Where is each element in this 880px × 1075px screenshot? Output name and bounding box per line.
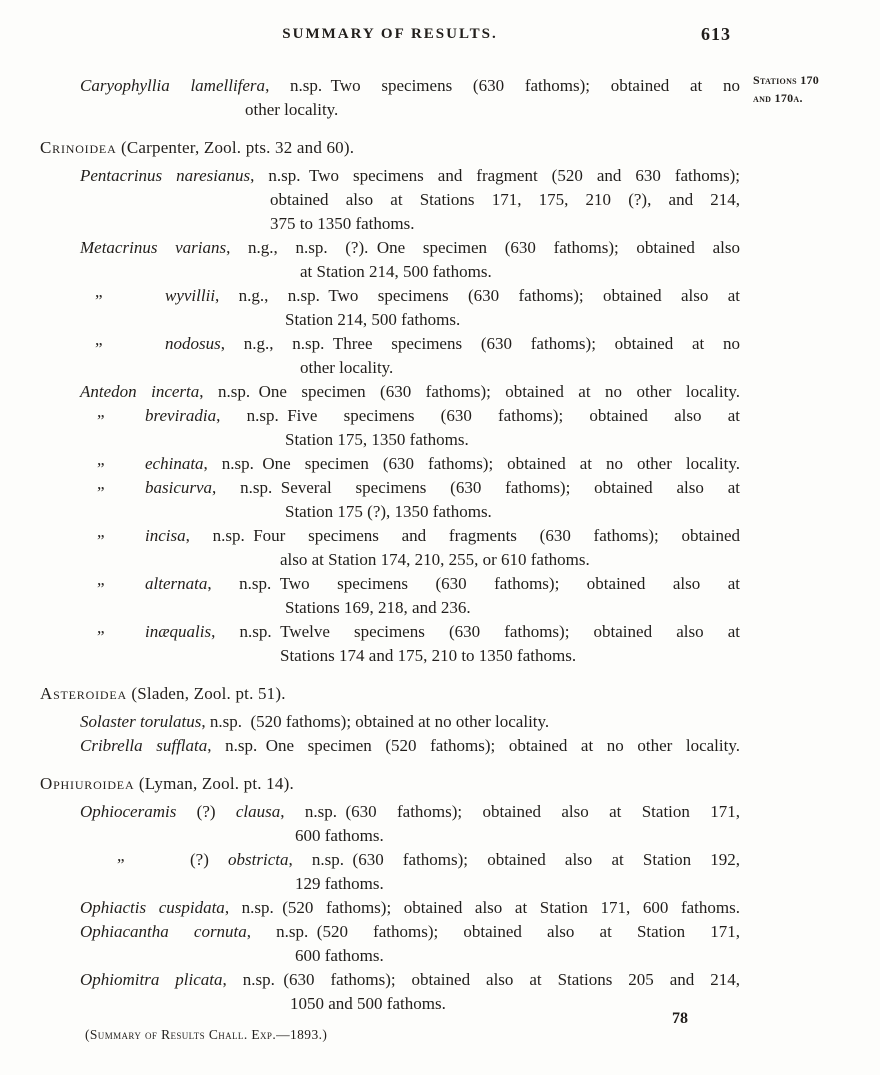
ditto-mark: „ (97, 474, 105, 493)
text-line (80, 800, 740, 824)
entry-block (40, 404, 740, 452)
text-line (97, 474, 740, 500)
text-line (80, 236, 740, 260)
text-line (97, 450, 740, 476)
text-segment: also at Station 174, 210, 255, or 610 fathoms. (280, 550, 590, 569)
ditto-mark: „ (97, 450, 105, 469)
text-segment: (?) (190, 850, 229, 869)
text-segment: , n.sp. Two specimens and fragment (520 and 630 fathoms); (250, 166, 741, 185)
text-segment: (Sladen, Zool. pt. 51). (126, 684, 286, 703)
text-line (95, 330, 740, 356)
entry-block (40, 734, 740, 758)
entry-block (40, 164, 740, 236)
text-line (285, 596, 740, 620)
species-name: inæqualis (145, 622, 212, 641)
text-segment: Station 214, 500 fathoms. (285, 310, 461, 329)
page-number: 613 (701, 24, 731, 44)
text-line (295, 944, 740, 968)
text-line (97, 570, 740, 596)
text-segment: , n.sp. (520 fathoms); obtained also at Station 171, 600 fathoms. (224, 898, 740, 917)
entry-block (40, 572, 740, 620)
text-segment: other locality. (300, 358, 394, 377)
entry-block (40, 968, 740, 1016)
text-line (245, 98, 740, 122)
entry-block (40, 236, 740, 284)
text-segment: Station 175, 1350 fathoms. (285, 430, 469, 449)
text-segment: (Lyman, Zool. pt. 14). (134, 774, 294, 793)
text-line (80, 920, 740, 944)
ditto-mark: „ (97, 522, 105, 541)
text-segment: , n.sp. One specimen (520 fathoms); obtained at no other locality. (207, 736, 740, 755)
text-line (80, 896, 740, 920)
text-segment: , n.sp. (520 fathoms); obtained also at Station 171, (246, 922, 741, 941)
text-segment: , n.sp. One specimen (630 fathoms); obtained at no other locality. (199, 382, 740, 401)
text-line (97, 618, 740, 644)
ditto-mark: „ (97, 402, 105, 421)
section-heading-block (40, 772, 740, 796)
text-line (295, 824, 740, 848)
text-segment: 375 to 1350 fathoms. (270, 214, 415, 233)
text-segment: , n.sp. Four specimens and fragments (630 fathoms); obtained (185, 526, 740, 545)
text-segment: , n.sp. Two specimens (630 fathoms); obtained also at (207, 574, 740, 593)
text-segment: , n.g., n.sp. Three specimens (630 fathoms); obtained at no (220, 334, 740, 353)
entry-block (40, 524, 740, 572)
section-heading-block (40, 136, 740, 160)
text-line (97, 402, 740, 428)
text-line (270, 188, 740, 212)
text-line (80, 710, 740, 734)
ditto-mark: „ (95, 282, 103, 301)
text-segment: , n.sp. One specimen (630 fathoms); obtained at no other locality. (203, 454, 740, 473)
text-line (97, 522, 740, 548)
text-segment: , n.sp. Two specimens (630 fathoms); obtained at no (265, 76, 740, 95)
entry-block (40, 74, 740, 122)
text-line (80, 380, 740, 404)
text-line (285, 500, 740, 524)
entry-block (40, 380, 740, 404)
species-name: Ophiactis cuspidata (80, 898, 225, 917)
ditto-mark: „ (97, 618, 105, 637)
text-line (95, 282, 740, 308)
taxon-class-name: Crinoidea (40, 138, 117, 157)
text-segment: , n.sp. Five specimens (630 fathoms); obtained also at (216, 406, 740, 425)
entry-block (40, 332, 740, 380)
text-segment: , n.sp. Several specimens (630 fathoms); obtained also at (212, 478, 740, 497)
taxon-class-name: Asteroidea (40, 684, 127, 703)
margin-note-line-1: Stations 170 (753, 73, 820, 87)
entry-block (40, 848, 740, 896)
entry-block (40, 896, 740, 920)
text-line (285, 428, 740, 452)
species-name: Pentacrinus naresianus (80, 166, 251, 185)
species-name: clausa (235, 802, 281, 821)
signature-number: 78 (672, 1010, 688, 1027)
text-line (280, 548, 740, 572)
text-segment: Station 175 (?), 1350 fathoms. (285, 502, 492, 521)
page-body-text (40, 74, 740, 1016)
text-line (80, 734, 740, 758)
species-name: Ophiacantha cornuta (80, 922, 247, 941)
text-segment: , n.sp. (630 fathoms); obtained also at Station 171, (280, 802, 740, 821)
text-line (80, 968, 740, 992)
entry-block (40, 620, 740, 668)
text-line (285, 308, 740, 332)
text-line (300, 356, 740, 380)
text-line (295, 872, 740, 896)
text-segment: (?) (176, 802, 236, 821)
text-line (117, 846, 740, 872)
species-name: obstricta (228, 850, 289, 869)
entry-block (40, 920, 740, 968)
text-line (80, 74, 740, 98)
text-segment: 1050 and 500 fathoms. (290, 994, 446, 1013)
species-name: Caryophyllia lamellifera (80, 76, 266, 95)
species-name: alternata (145, 574, 208, 593)
section-heading (40, 136, 740, 160)
ditto-mark: „ (95, 330, 103, 349)
text-segment: obtained also at Stations 171, 175, 210 (?), and 214, (270, 190, 740, 209)
species-name: wyvillii (165, 286, 216, 305)
text-segment: , n.g., n.sp. Two specimens (630 fathoms); obtained also at (215, 286, 740, 305)
section-heading (40, 682, 740, 706)
species-name: Antedon incerta (80, 382, 200, 401)
entry-block (40, 452, 740, 476)
text-segment: (Carpenter, Zool. pts. 32 and 60). (116, 138, 355, 157)
section-heading-block (40, 682, 740, 706)
running-head: SUMMARY OF RESULTS. (282, 26, 498, 42)
entry-block (40, 800, 740, 848)
text-segment: 600 fathoms. (295, 826, 384, 845)
species-name: basicurva (145, 478, 213, 497)
text-segment: 600 fathoms. (295, 946, 384, 965)
species-name: nodosus (165, 334, 221, 353)
text-segment: , n.sp. (630 fathoms); obtained also at Station 192, (288, 850, 740, 869)
text-line (80, 164, 740, 188)
text-segment: , n.g., n.sp. (?). One specimen (630 fathoms); obtained also (226, 238, 740, 257)
text-segment: 129 fathoms. (295, 874, 384, 893)
text-line (280, 644, 740, 668)
ditto-mark: „ (117, 846, 125, 865)
text-line (270, 212, 740, 236)
species-name: Metacrinus varians (80, 238, 227, 257)
entry-block (40, 284, 740, 332)
ditto-mark: „ (97, 570, 105, 589)
section-heading (40, 772, 740, 796)
text-segment: , n.sp. (520 fathoms); obtained at no other locality. (201, 712, 550, 731)
species-name: breviradia (145, 406, 217, 425)
text-segment: Stations 169, 218, and 236. (285, 598, 471, 617)
footer-imprint: (Summary of Results Chall. Exp.—1893.) (85, 1027, 328, 1042)
entry-block (40, 710, 740, 734)
species-name: echinata (145, 454, 204, 473)
margin-note (753, 71, 875, 107)
text-segment: at Station 214, 500 fathoms. (300, 262, 492, 281)
margin-note-line-2: and 170a. (753, 91, 803, 105)
species-name: Solaster torulatus (80, 712, 202, 731)
entry-block (40, 476, 740, 524)
species-name: Ophioceramis (80, 802, 177, 821)
taxon-class-name: Ophiuroidea (40, 774, 135, 793)
text-segment: Stations 174 and 175, 210 to 1350 fathoms. (280, 646, 577, 665)
text-segment: , n.sp. (630 fathoms); obtained also at Stations 205 and 214, (222, 970, 741, 989)
text-segment: other locality. (245, 100, 339, 119)
species-name: Ophiomitra plicata (80, 970, 223, 989)
text-line (300, 260, 740, 284)
species-name: Cribrella sufflata (80, 736, 208, 755)
text-segment: , n.sp. Twelve specimens (630 fathoms); obtained also at (211, 622, 740, 641)
species-name: incisa (145, 526, 186, 545)
